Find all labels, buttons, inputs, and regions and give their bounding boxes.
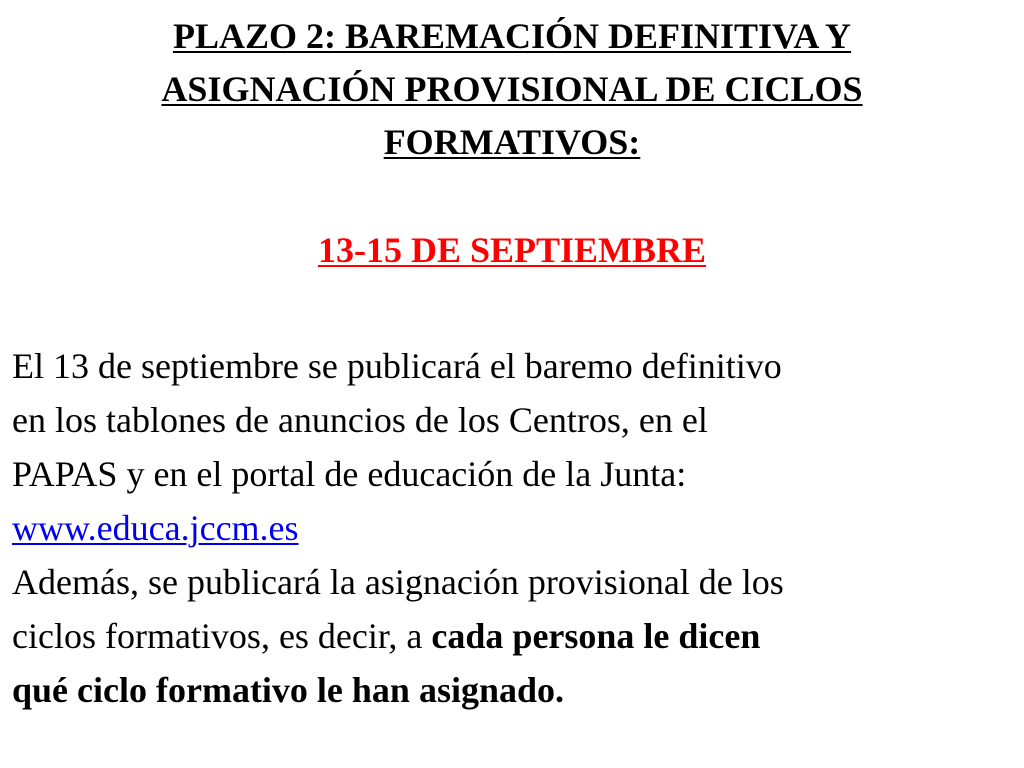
body-text bbox=[12, 339, 1012, 717]
educa-link[interactable]: www.educa.jccm.es bbox=[12, 508, 299, 548]
date-heading: 13-15 DE SEPTIEMBRE bbox=[317, 230, 707, 270]
slide-title bbox=[40, 10, 984, 169]
paragraph2-line-2-plain: ciclos formativos, es decir, a bbox=[12, 616, 432, 656]
title-line-2: ASIGNACIÓN PROVISIONAL DE CICLOS bbox=[161, 69, 863, 109]
paragraph1-line-3: PAPAS y en el portal de educación de la Junta: bbox=[12, 454, 687, 494]
paragraph2-line-3-bold: qué ciclo formativo le han asignado. bbox=[12, 670, 565, 710]
paragraph1-line-2: en los tablones de anuncios de los Centros, en el bbox=[12, 400, 708, 440]
paragraph2-line-1: Además, se publicará la asignación provisional de los bbox=[12, 562, 784, 602]
link-line bbox=[12, 501, 1012, 555]
paragraph2-line-2-bold: cada persona le dicen bbox=[431, 616, 761, 656]
paragraph1-line-1: El 13 de septiembre se publicará el baremo definitivo bbox=[12, 346, 782, 386]
title-line-1: PLAZO 2: BAREMACIÓN DEFINITIVA Y bbox=[172, 16, 852, 56]
title-line-3: FORMATIVOS: bbox=[383, 122, 641, 162]
paragraph2-line-2 bbox=[12, 609, 1012, 663]
